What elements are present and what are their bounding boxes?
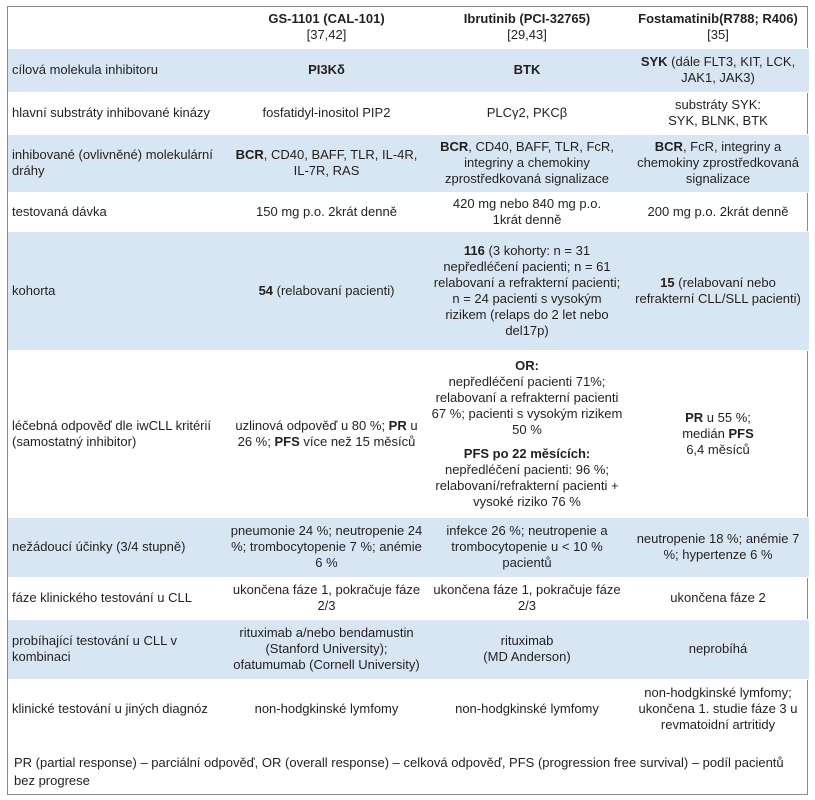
cell: ukončena fáze 2 xyxy=(627,577,809,619)
cell: rituximab a/nebo bendamustin (Stanford University); ofatumumab (Cornell University) xyxy=(226,619,427,679)
cell: rituximab (MD Anderson) xyxy=(427,619,627,679)
cell xyxy=(627,134,809,192)
cell-bold: PR xyxy=(685,409,704,425)
row-label: probíhající testování u CLL v kombinaci xyxy=(8,619,226,679)
cell: pneumonie 24 %; neutropenie 24 %; trombocytopenie 7 %; anémie 6 % xyxy=(226,517,427,577)
table-row xyxy=(8,92,809,134)
row-label: klinické testování u jiných diagnóz xyxy=(8,679,226,739)
cell-text: 6,4 měsíců xyxy=(686,441,750,457)
cell xyxy=(627,48,809,92)
drug-name: Ibrutinib (PCI-32765) xyxy=(463,11,591,27)
cell-bold: 54 xyxy=(258,282,274,298)
drug-ref: [35] xyxy=(707,27,729,43)
cell-bold: BCR xyxy=(235,147,264,162)
table-row xyxy=(8,577,809,619)
comparison-table xyxy=(8,7,809,739)
cell: non-hodgkinské lymfomy xyxy=(226,679,427,739)
row-label: hlavní substráty inhibované kinázy xyxy=(8,92,226,134)
row-label: léčebná odpověď dle iwCLL kritérií (samostatný inhibitor) xyxy=(8,350,226,517)
cell: PLCγ2, PKCβ xyxy=(427,92,627,134)
cell-bold: PFS po 22 měsících: xyxy=(463,445,591,461)
cell: neprobíhá xyxy=(627,619,809,679)
cell-text: medián xyxy=(682,425,729,441)
cell-text: u 55 %; xyxy=(703,409,751,425)
cell: 150 mg p.o. 2krát denně xyxy=(226,192,427,231)
cell: non-hodgkinské lymfomy xyxy=(427,679,627,739)
cell-text: , CD40, BAFF, TLR, FcR, integriny a chemokiny zprostředkovaná signalizace xyxy=(444,139,614,186)
cell xyxy=(226,231,427,350)
cell-text: (3 kohorty: n = 31 nepředléčení pacienti; n = 61 relabovaní a refrakterní pacienti; n = 24 pacienti s vysokým rizikem (relaps do 2 let nebo del17p) xyxy=(433,242,621,338)
cell-bold: 116 xyxy=(463,242,485,258)
cell-bold: SYK xyxy=(640,54,668,69)
cell-text: u 26 %; xyxy=(237,417,418,449)
drug-name: GS-1101 (CAL-101) xyxy=(268,11,385,27)
cell-text: (relabovaní pacienti) xyxy=(273,282,395,298)
cell-bold: BCR xyxy=(654,139,683,154)
cell xyxy=(427,48,627,92)
row-label: nežádoucí účinky (3/4 stupně) xyxy=(8,517,226,577)
drug-ref: [29,43] xyxy=(507,27,547,43)
cell-text: , CD40, BAFF, TLR, IL-4R, IL-7R, RAS xyxy=(263,147,418,178)
cell-text: nepředléčení pacienti 71%; relabovaní a refrakterní pacienti 67 %; pacienti s vysokým rizikem 50 % xyxy=(431,373,623,437)
cell-bold: BCR xyxy=(440,139,469,154)
header-fostamatinib xyxy=(627,7,809,48)
row-label: cílová molekula inhibitoru xyxy=(8,48,226,92)
table-row xyxy=(8,48,809,92)
table-row xyxy=(8,134,809,192)
cell xyxy=(226,48,427,92)
cell xyxy=(627,231,809,350)
cell-bold: PI3Kδ xyxy=(308,62,345,77)
drug-ref: [37,42] xyxy=(306,27,347,43)
cell xyxy=(427,350,627,517)
row-label: inhibované (ovlivněné) molekulární dráhy xyxy=(8,134,226,192)
cell xyxy=(226,350,427,517)
cell: ukončena fáze 1, pokračuje fáze 2/3 xyxy=(226,577,427,619)
row-label: testovaná dávka xyxy=(8,192,226,231)
header-gs1101 xyxy=(226,7,427,48)
cell-text: (relabovaní nebo refrakterní CLL/SLL pacienti) xyxy=(635,274,801,306)
cell: infekce 26 %; neutropenie a trombocytopenie u < 10 % pacientů xyxy=(427,517,627,577)
cell xyxy=(627,350,809,517)
table-row xyxy=(8,679,809,739)
row-label: fáze klinického testování u CLL xyxy=(8,577,226,619)
cell xyxy=(226,134,427,192)
table-row xyxy=(8,350,809,517)
cell-text: více než 15 měsíců xyxy=(299,433,416,449)
table-row xyxy=(8,231,809,350)
header-empty xyxy=(8,7,226,48)
cell: neutropenie 18 %; anémie 7 %; hypertenze 6 % xyxy=(627,517,809,577)
table-row xyxy=(8,517,809,577)
cell: 420 mg nebo 840 mg p.o. 1krát denně xyxy=(427,192,627,231)
cell-text: nepředléčení pacienti: 96 %; relabovaní/refrakterní pacienti + vysoké riziko 76 % xyxy=(435,461,619,509)
cell-bold: PFS xyxy=(728,425,754,441)
cell-text: , FcR, integriny a chemokiny zprostředkovaná signalizace xyxy=(637,139,799,186)
table-frame xyxy=(7,6,808,795)
cell: substráty SYK: SYK, BLNK, BTK xyxy=(627,92,809,134)
table-row xyxy=(8,619,809,679)
cell-text: uzlinová odpověď u 80 %; xyxy=(235,417,389,433)
cell: ukončena fáze 1, pokračuje fáze 2/3 xyxy=(427,577,627,619)
drug-name: Fostamatinib(R788; R406) xyxy=(638,11,798,27)
cell xyxy=(427,231,627,350)
cell-bold: PR xyxy=(388,417,407,433)
cell: non-hodgkinské lymfomy; ukončena 1. studie fáze 3 u revmatoidní artritidy xyxy=(627,679,809,739)
cell: fosfatidyl-inositol PIP2 xyxy=(226,92,427,134)
table-row xyxy=(8,192,809,231)
cell-bold: BTK xyxy=(513,62,541,77)
cell-bold: OR: xyxy=(515,357,539,373)
row-label: kohorta xyxy=(8,231,226,350)
cell-text: (dále FLT3, KIT, LCK, JAK1, JAK3) xyxy=(667,54,796,85)
cell-bold: PFS xyxy=(274,433,300,449)
cell: 200 mg p.o. 2krát denně xyxy=(627,192,809,231)
header-ibrutinib xyxy=(427,7,627,48)
table-footnote: PR (partial response) – parciální odpověď, OR (overall response) – celková odpověď, PFS (progression free survival) – podíl pacientů bez progrese xyxy=(14,755,784,788)
cell xyxy=(427,134,627,192)
cell-bold: 15 xyxy=(660,274,675,290)
header-row xyxy=(8,7,809,48)
